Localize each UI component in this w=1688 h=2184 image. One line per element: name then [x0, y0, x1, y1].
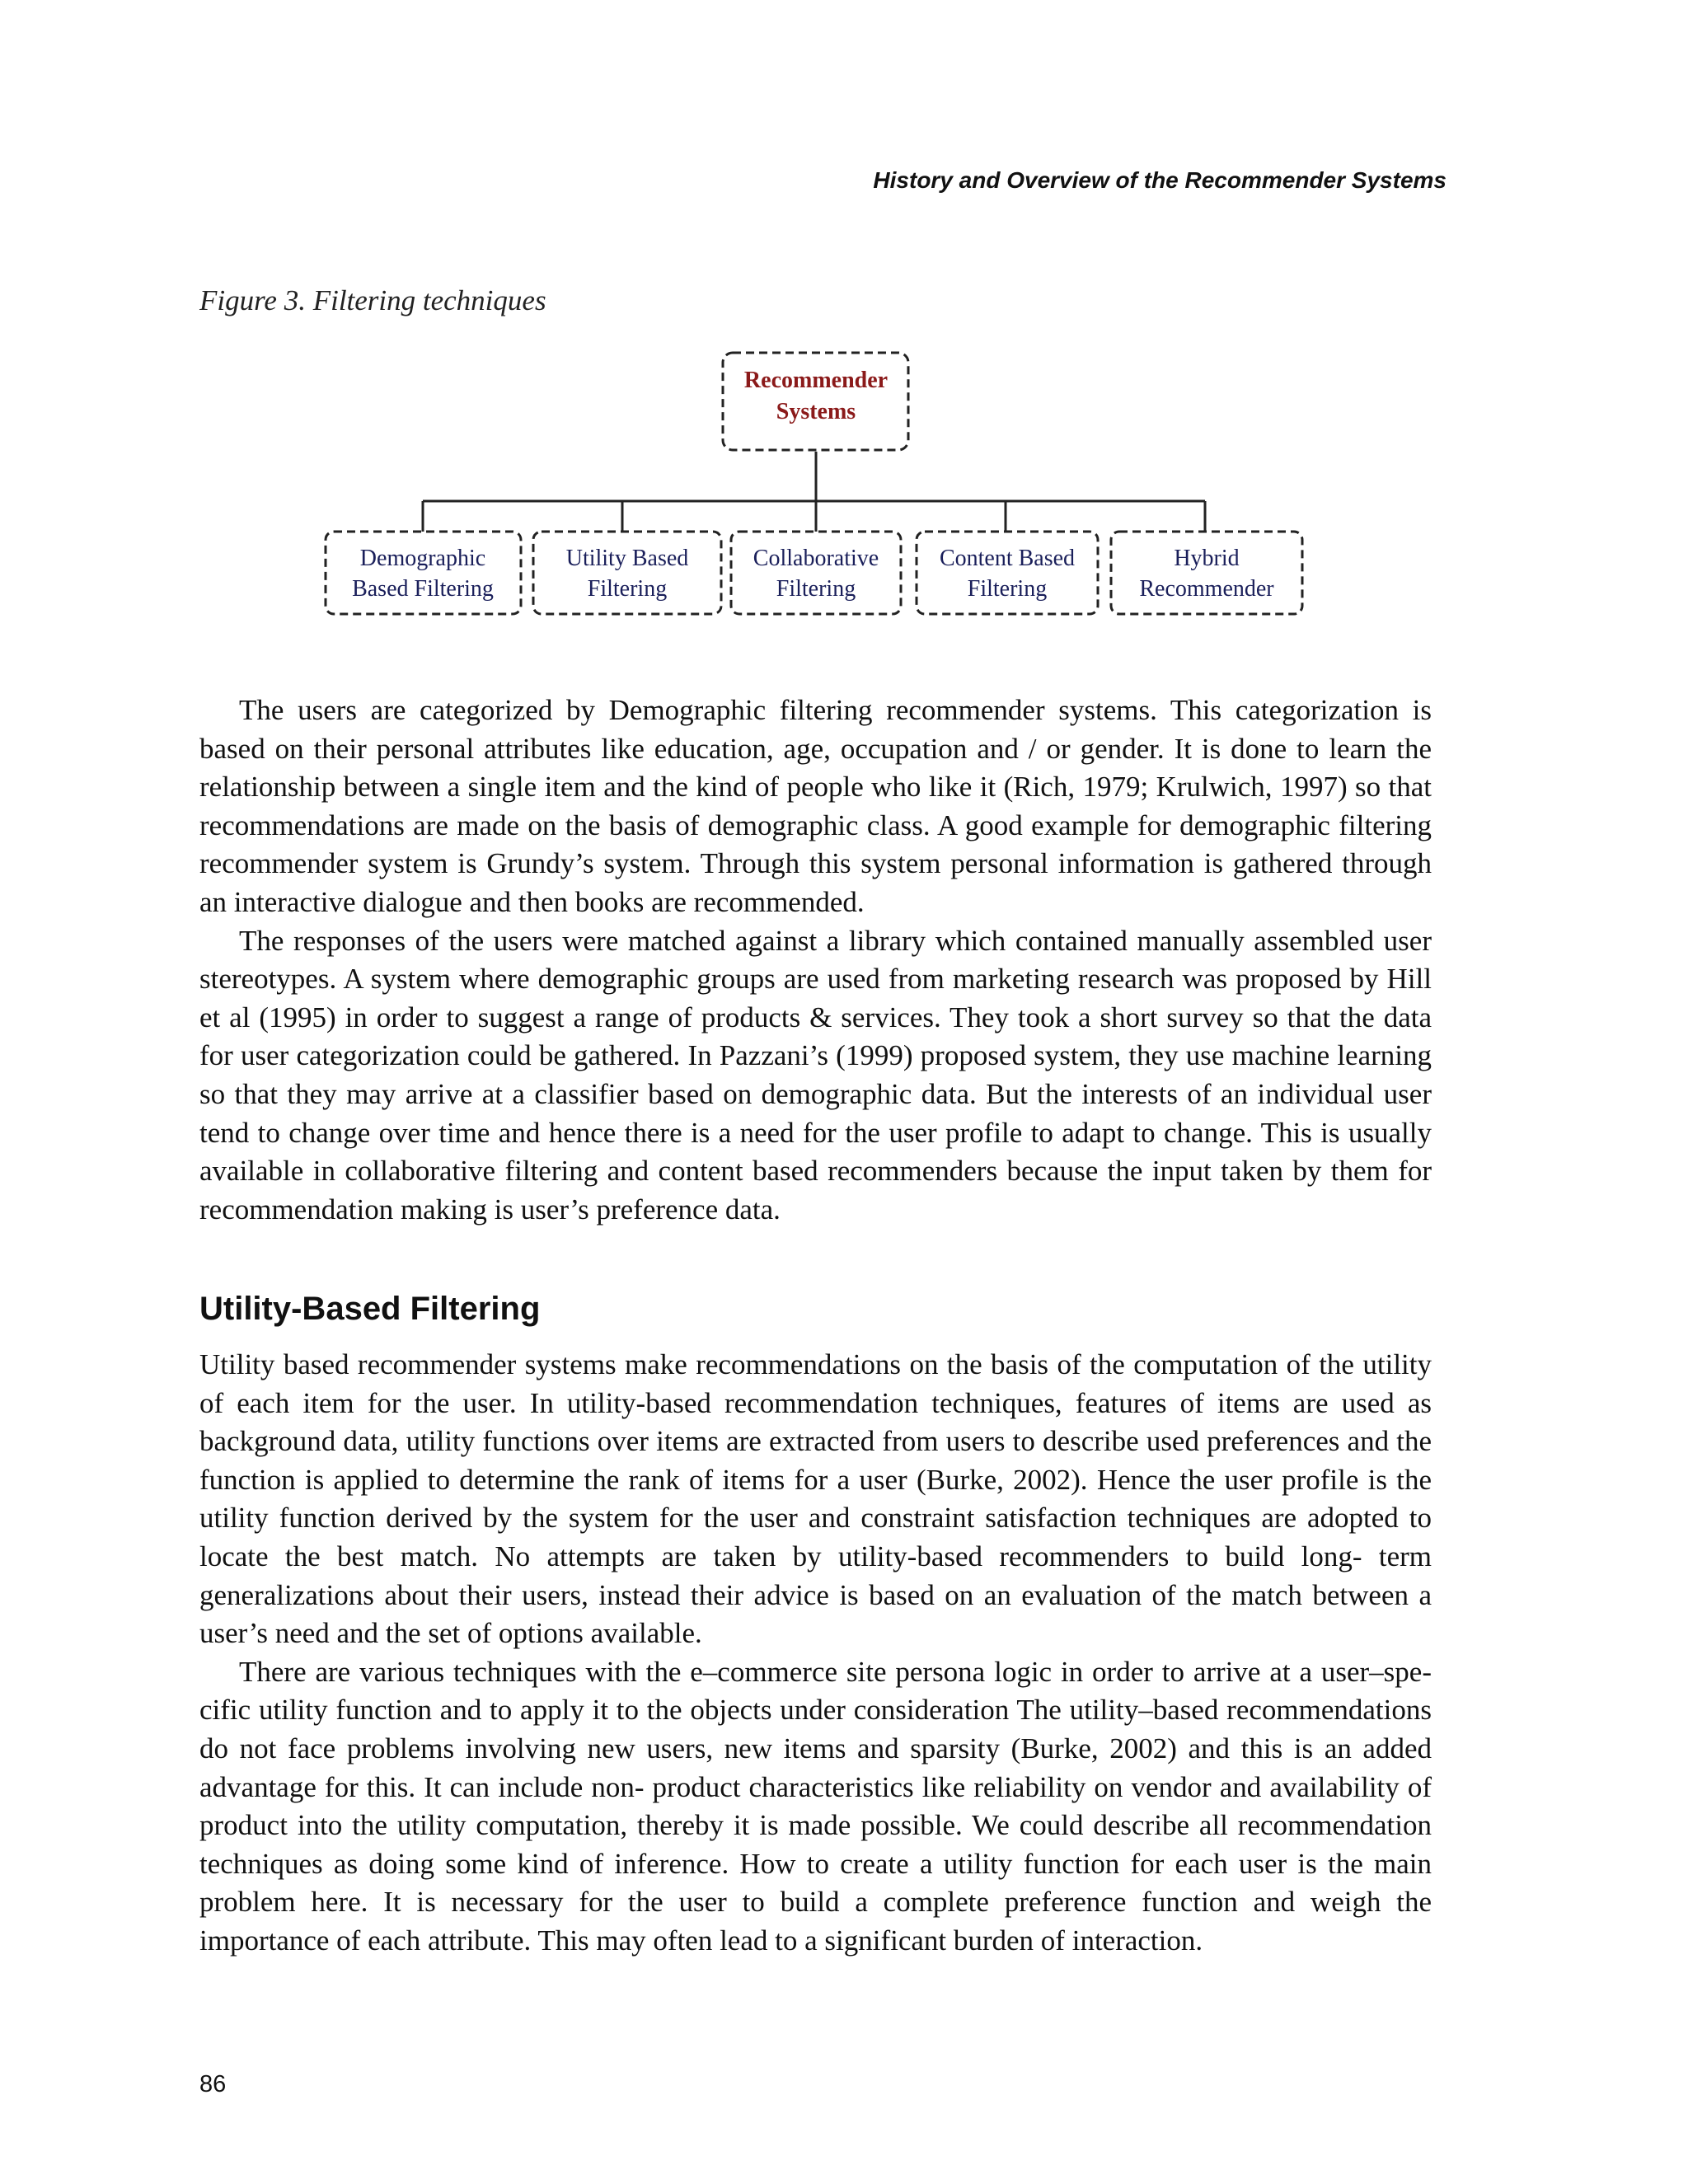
node-demographic-based-filtering — [326, 532, 521, 614]
node-label-line1: Hybrid — [1174, 546, 1240, 571]
node-label-line2: Systems — [776, 399, 856, 424]
diagram-connectors — [423, 452, 1205, 532]
node-content-based-filtering — [917, 532, 1098, 614]
node-box — [917, 532, 1098, 614]
node-label-line1: Utility Based — [565, 546, 689, 571]
page-number: 86 — [199, 2071, 227, 2097]
node-label-line2: Recommender — [1139, 576, 1274, 602]
figure-caption: Figure 3. Filtering techniques — [199, 284, 546, 316]
paragraph: Utility based recommender systems make recommendations on the basis of the computation of the utility of each item for the user. In utility-based recommendation techniques, features of items are used as background data, utility functions over items are extracted from users to describe used preferences and the function is applied to determine the rank of items for a user (Burke, 2002). Hence the user profile is the utility function derived by the system for the user and constraint satisfaction techniques are adopted to locate the best match. No attempts are taken by utility-based recommenders to build long- term generalizations about their users, instead their advice is based on an evaluation of the match between a user’s need and the set of options available. — [199, 1348, 1432, 1650]
node-label-line1: Content Based — [939, 546, 1076, 571]
demographic-filtering-text — [199, 691, 1432, 1229]
node-label-line2: Filtering — [587, 576, 668, 602]
node-hybrid-recommender — [1111, 532, 1302, 614]
node-utility-based-filtering — [533, 532, 721, 614]
section-heading: Utility-Based Filtering — [199, 1291, 541, 1328]
node-box — [1111, 532, 1302, 614]
node-label-line2: Filtering — [967, 576, 1048, 602]
node-label-line2: Based Filtering — [352, 576, 494, 602]
node-recommender-systems — [723, 353, 908, 450]
node-label-line1: Recommender — [743, 368, 889, 393]
filtering-techniques-diagram — [0, 0, 1688, 659]
node-label-line2: Filtering — [776, 576, 856, 602]
node-collaborative-filtering — [731, 532, 901, 614]
node-label-line1: Collaborative — [753, 546, 879, 571]
node-label-line1: Demographic — [359, 546, 486, 571]
paragraph: The responses of the users were matched against a library which contained manually assembled user stereotypes. A system where demographic groups are used from marketing research was proposed by Hill et al (1995) in order to suggest a range of products & services. They took a short survey so that the data for user categorization could be gathered. In Pazzani’s (1999) proposed system, they use machine learning so that they may arrive at a classifier based on demographic data. But the interests of an individual user tend to change over time and hence there is a need for the user profile to adapt to change. This is usually available in collaborative filtering and content based recommenders because the input taken by them for recommendation making is user’s preference data. — [199, 924, 1432, 1226]
node-box — [326, 532, 521, 614]
utility-filtering-text — [199, 1346, 1432, 1961]
paragraph: The users are categorized by Demographic filtering recommender systems. This categorization is based on their personal attributes like education, age, occupation and / or gender. It is done to learn the relationship between a single item and the kind of people who like it (Rich, 1979; Krulwich, 1997) so that recommendations are made on the basis of demographic class. A good example for demographic filtering recommender system is Grundy’s system. Through this system personal information is gathered through an interactive dialogue and then books are recommended. — [199, 694, 1432, 918]
running-head: History and Overview of the Recommender Systems — [873, 167, 1447, 193]
node-box — [723, 353, 908, 450]
node-box — [731, 532, 901, 614]
node-box — [533, 532, 721, 614]
paragraph: There are various techniques with the e–commerce site persona logic in order to arrive at a user–specific utility function and to apply it to the objects under consideration The utility–based recommendations do not face problems involving new users, new items and sparsity (Burke, 2002) and this is an added advantage for this. It can include non- product characteristics like reliability on vendor and availability of product into the utility computation, thereby it is made possible. We could describe all recommendation techniques as doing some kind of inference. How to create a utility function for each user is the main problem here. It is necessary for the user to build a complete preference function and weigh the importance of each attribute. This may often lead to a significant burden of interaction. — [199, 1655, 1432, 1957]
